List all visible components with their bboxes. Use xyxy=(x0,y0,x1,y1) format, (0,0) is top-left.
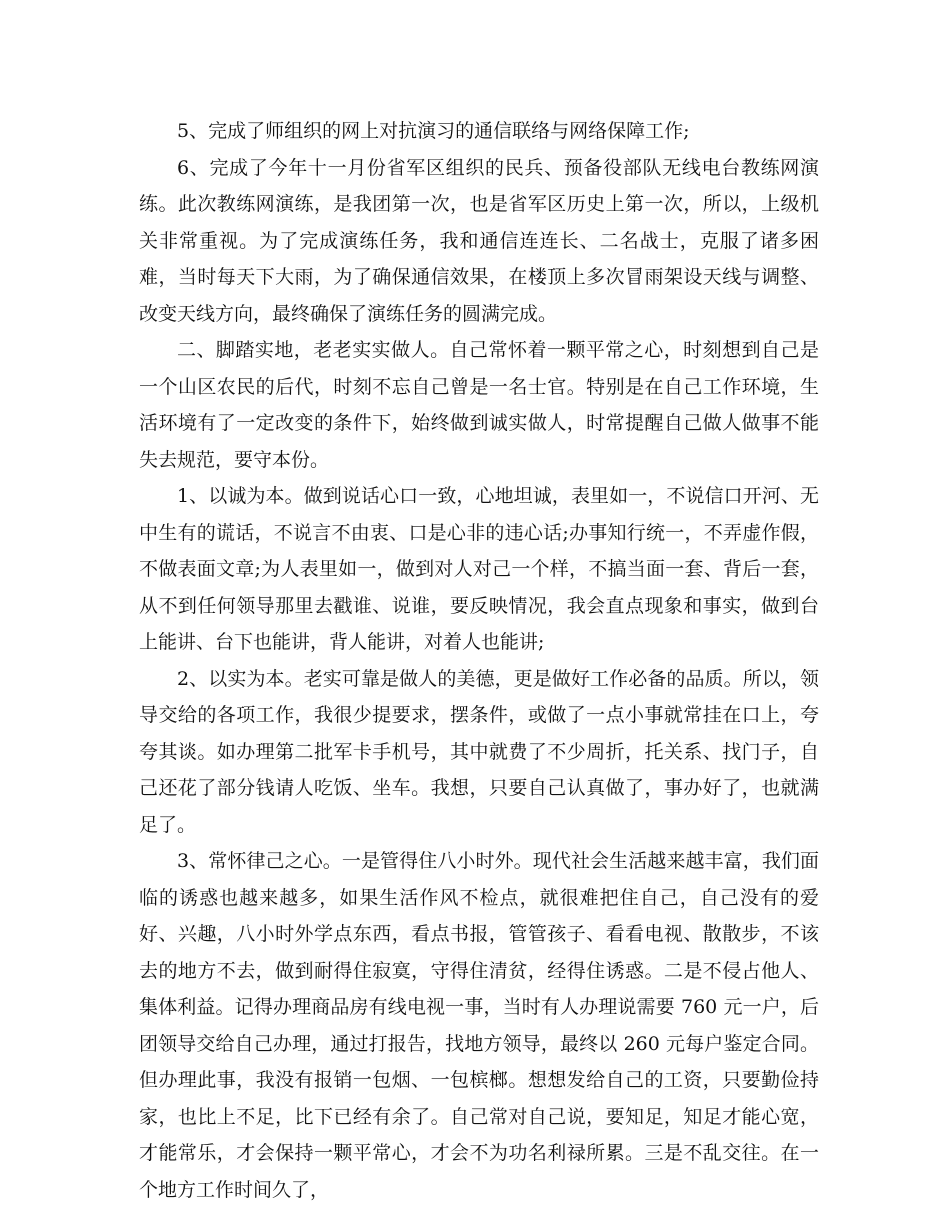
paragraph-item-5: 5、完成了师组织的网上对抗演习的通信联络与网络保障工作; xyxy=(177,120,690,142)
document-body xyxy=(139,113,819,1208)
paragraph-self-discipline: 3、常怀律己之心。一是管得住八小时外。现代社会生活越来越丰富，我们面临的诱惑也越来越多，如果生活作风不检点，就很难把住自己，自己没有的爱好、兴趣，八小时外学点东西，看点书报，管管孩子、看看电视、散散步，不该去的地方不去，做到耐得住寂寞，守得住清贫，经得住诱惑。二是不侵占他人、集体利益。记得办理商品房有线电视一事，当时有人办理说需要 760 元一户，后团领导交给自己办理，通过打报告，找地方领导，最终以 260 元每户鉴定合同。但办理此事，我没有报销一包烟、一包槟榔。想想发给自己的工资，只要勤俭持家，也比上不足，比下已经有余了。自己常对自己说，要知足，知足才能心宽，才能常乐，才会保持一颗平常心，才会不为功名利禄所累。三是不乱交往。在一个地方工作时间久了， xyxy=(139,850,819,1201)
paragraph-reliability: 2、以实为本。老实可靠是做人的美德，更是做好工作必备的品质。所以，领导交给的各项工作，我很少提要求，摆条件，或做了一点小事就常挂在口上，夸夸其谈。如办理第二批军卡手机号，其中就费了不少周折，托关系、找门子，自己还花了部分钱请人吃饭、坐车。我想，只要自己认真做了，事办好了，也就满足了。 xyxy=(139,667,819,836)
paragraph-section-2: 二、脚踏实地，老老实实做人。自己常怀着一颗平常之心，时刻想到自己是一个山区农民的后代，时刻不忘自己曾是一名士官。特别是在自己工作环境，生活环境有了一定改变的条件下，始终做到诚实做人，时常提醒自己做人做事不能失去规范，要守本份。 xyxy=(139,339,819,471)
paragraph-honesty: 1、以诚为本。做到说话心口一致，心地坦诚，表里如一，不说信口开河、无中生有的谎话，不说言不由衷、口是心非的违心话;办事知行统一，不弄虚作假，不做表面文章;为人表里如一，做到对人对己一个样，不搞当面一套、背后一套，从不到任何领导那里去戳谁、说谁，要反映情况，我会直点现象和事实，做到台上能讲、台下也能讲，背人能讲，对着人也能讲; xyxy=(139,485,819,653)
paragraph-item-6: 6、完成了今年十一月份省军区组织的民兵、预备役部队无线电台教练网演练。此次教练网演练，是我团第一次，也是省军区历史上第一次，所以，上级机关非常重视。为了完成演练任务，我和通信连连长、二名战士，克服了诸多困难，当时每天下大雨，为了确保通信效果，在楼顶上多次冒雨架设天线与调整、改变天线方向，最终确保了演练任务的圆满完成。 xyxy=(139,156,819,325)
